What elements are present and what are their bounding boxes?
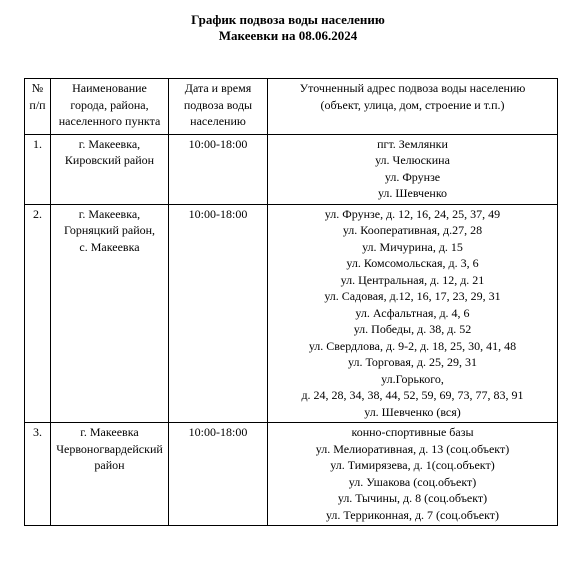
title-line-2: Макеевки на 08.06.2024: [218, 28, 358, 43]
title-line-1: График подвоза воды населению: [191, 12, 385, 27]
address-line: д. 24, 28, 34, 38, 44, 52, 59, 69, 73, 77, 83, 91: [301, 388, 524, 402]
address-line: ул. Свердлова, д. 9-2, д. 18, 25, 30, 41, 48: [308, 338, 517, 353]
row-locality: [51, 204, 169, 423]
address-line: ул.Горького,: [381, 371, 444, 386]
row-addresses: [268, 204, 558, 423]
table-header-row: [25, 79, 558, 135]
row-locality: [51, 134, 169, 204]
row-time: 10:00-18:00: [169, 134, 268, 204]
locality-line: Кировский район: [64, 153, 155, 167]
address-line: ул. Мичурина, д. 15: [362, 239, 463, 254]
address-line: ул. Тимирязева, д. 1(соц.объект): [330, 458, 495, 472]
address-line: ул. Шевченко: [377, 186, 448, 200]
address-line: ул. Челюскина: [375, 153, 450, 167]
header-datetime: Дата и время подвоза воды населению: [169, 79, 268, 135]
table-row: [25, 134, 558, 204]
row-addresses: [268, 423, 558, 526]
locality-line: г. Макеевка,: [78, 206, 141, 221]
locality-line: г. Макеевка,: [78, 136, 141, 151]
document-title: [0, 12, 576, 44]
address-line: ул. Торговая, д. 25, 29, 31: [348, 355, 477, 369]
address-line: ул. Шевченко (вся): [364, 404, 461, 419]
address-line: ул. Кооперативная, д.27, 28: [342, 223, 483, 237]
address-line: ул. Фрунзе: [384, 169, 441, 184]
header-address: Уточненный адрес подвоза воды населению (объект, улица, дом, строение и т.п.): [268, 79, 558, 135]
address-line: ул. Комсомольская, д. 3, 6: [346, 256, 479, 270]
row-number: 2.: [25, 204, 51, 423]
header-name: Наименование города, района, населенного пункта: [51, 79, 169, 135]
address-line: ул. Центральная, д. 12, д. 21: [340, 272, 485, 287]
row-time: 10:00-18:00: [169, 204, 268, 423]
address-line: ул. Терриконная, д. 7 (соц.объект): [325, 507, 500, 522]
row-time: 10:00-18:00: [169, 423, 268, 526]
address-line: ул. Фрунзе, д. 12, 16, 24, 25, 37, 49: [324, 206, 501, 221]
row-number: 1.: [25, 134, 51, 204]
address-line: ул. Мелиоративная, д. 13 (соц.объект): [315, 441, 510, 456]
header-number: № п/п: [25, 79, 51, 135]
row-locality: [51, 423, 169, 526]
locality-line: район: [94, 458, 125, 472]
row-number: 3.: [25, 423, 51, 526]
address-line: пгт. Землянки: [377, 136, 448, 151]
table-row: [25, 204, 558, 423]
row-addresses: [268, 134, 558, 204]
table-row: [25, 423, 558, 526]
locality-line: с. Макеевка: [79, 239, 140, 254]
address-line: ул. Победы, д. 38, д. 52: [353, 322, 472, 336]
locality-line: Горняцкий район,: [63, 223, 156, 237]
address-line: ул. Садовая, д.12, 16, 17, 23, 29, 31: [324, 289, 501, 303]
schedule-table: [24, 78, 558, 526]
locality-line: г. Макеевка: [80, 425, 139, 439]
locality-line: Червоногвардейский: [56, 441, 163, 456]
address-line: ул. Асфальтная, д. 4, 6: [355, 305, 470, 320]
address-line: ул. Тычины, д. 8 (соц.объект): [337, 491, 488, 505]
address-line: конно-спортивные базы: [351, 425, 474, 439]
address-line: ул. Ушакова (соц.объект): [348, 474, 477, 489]
